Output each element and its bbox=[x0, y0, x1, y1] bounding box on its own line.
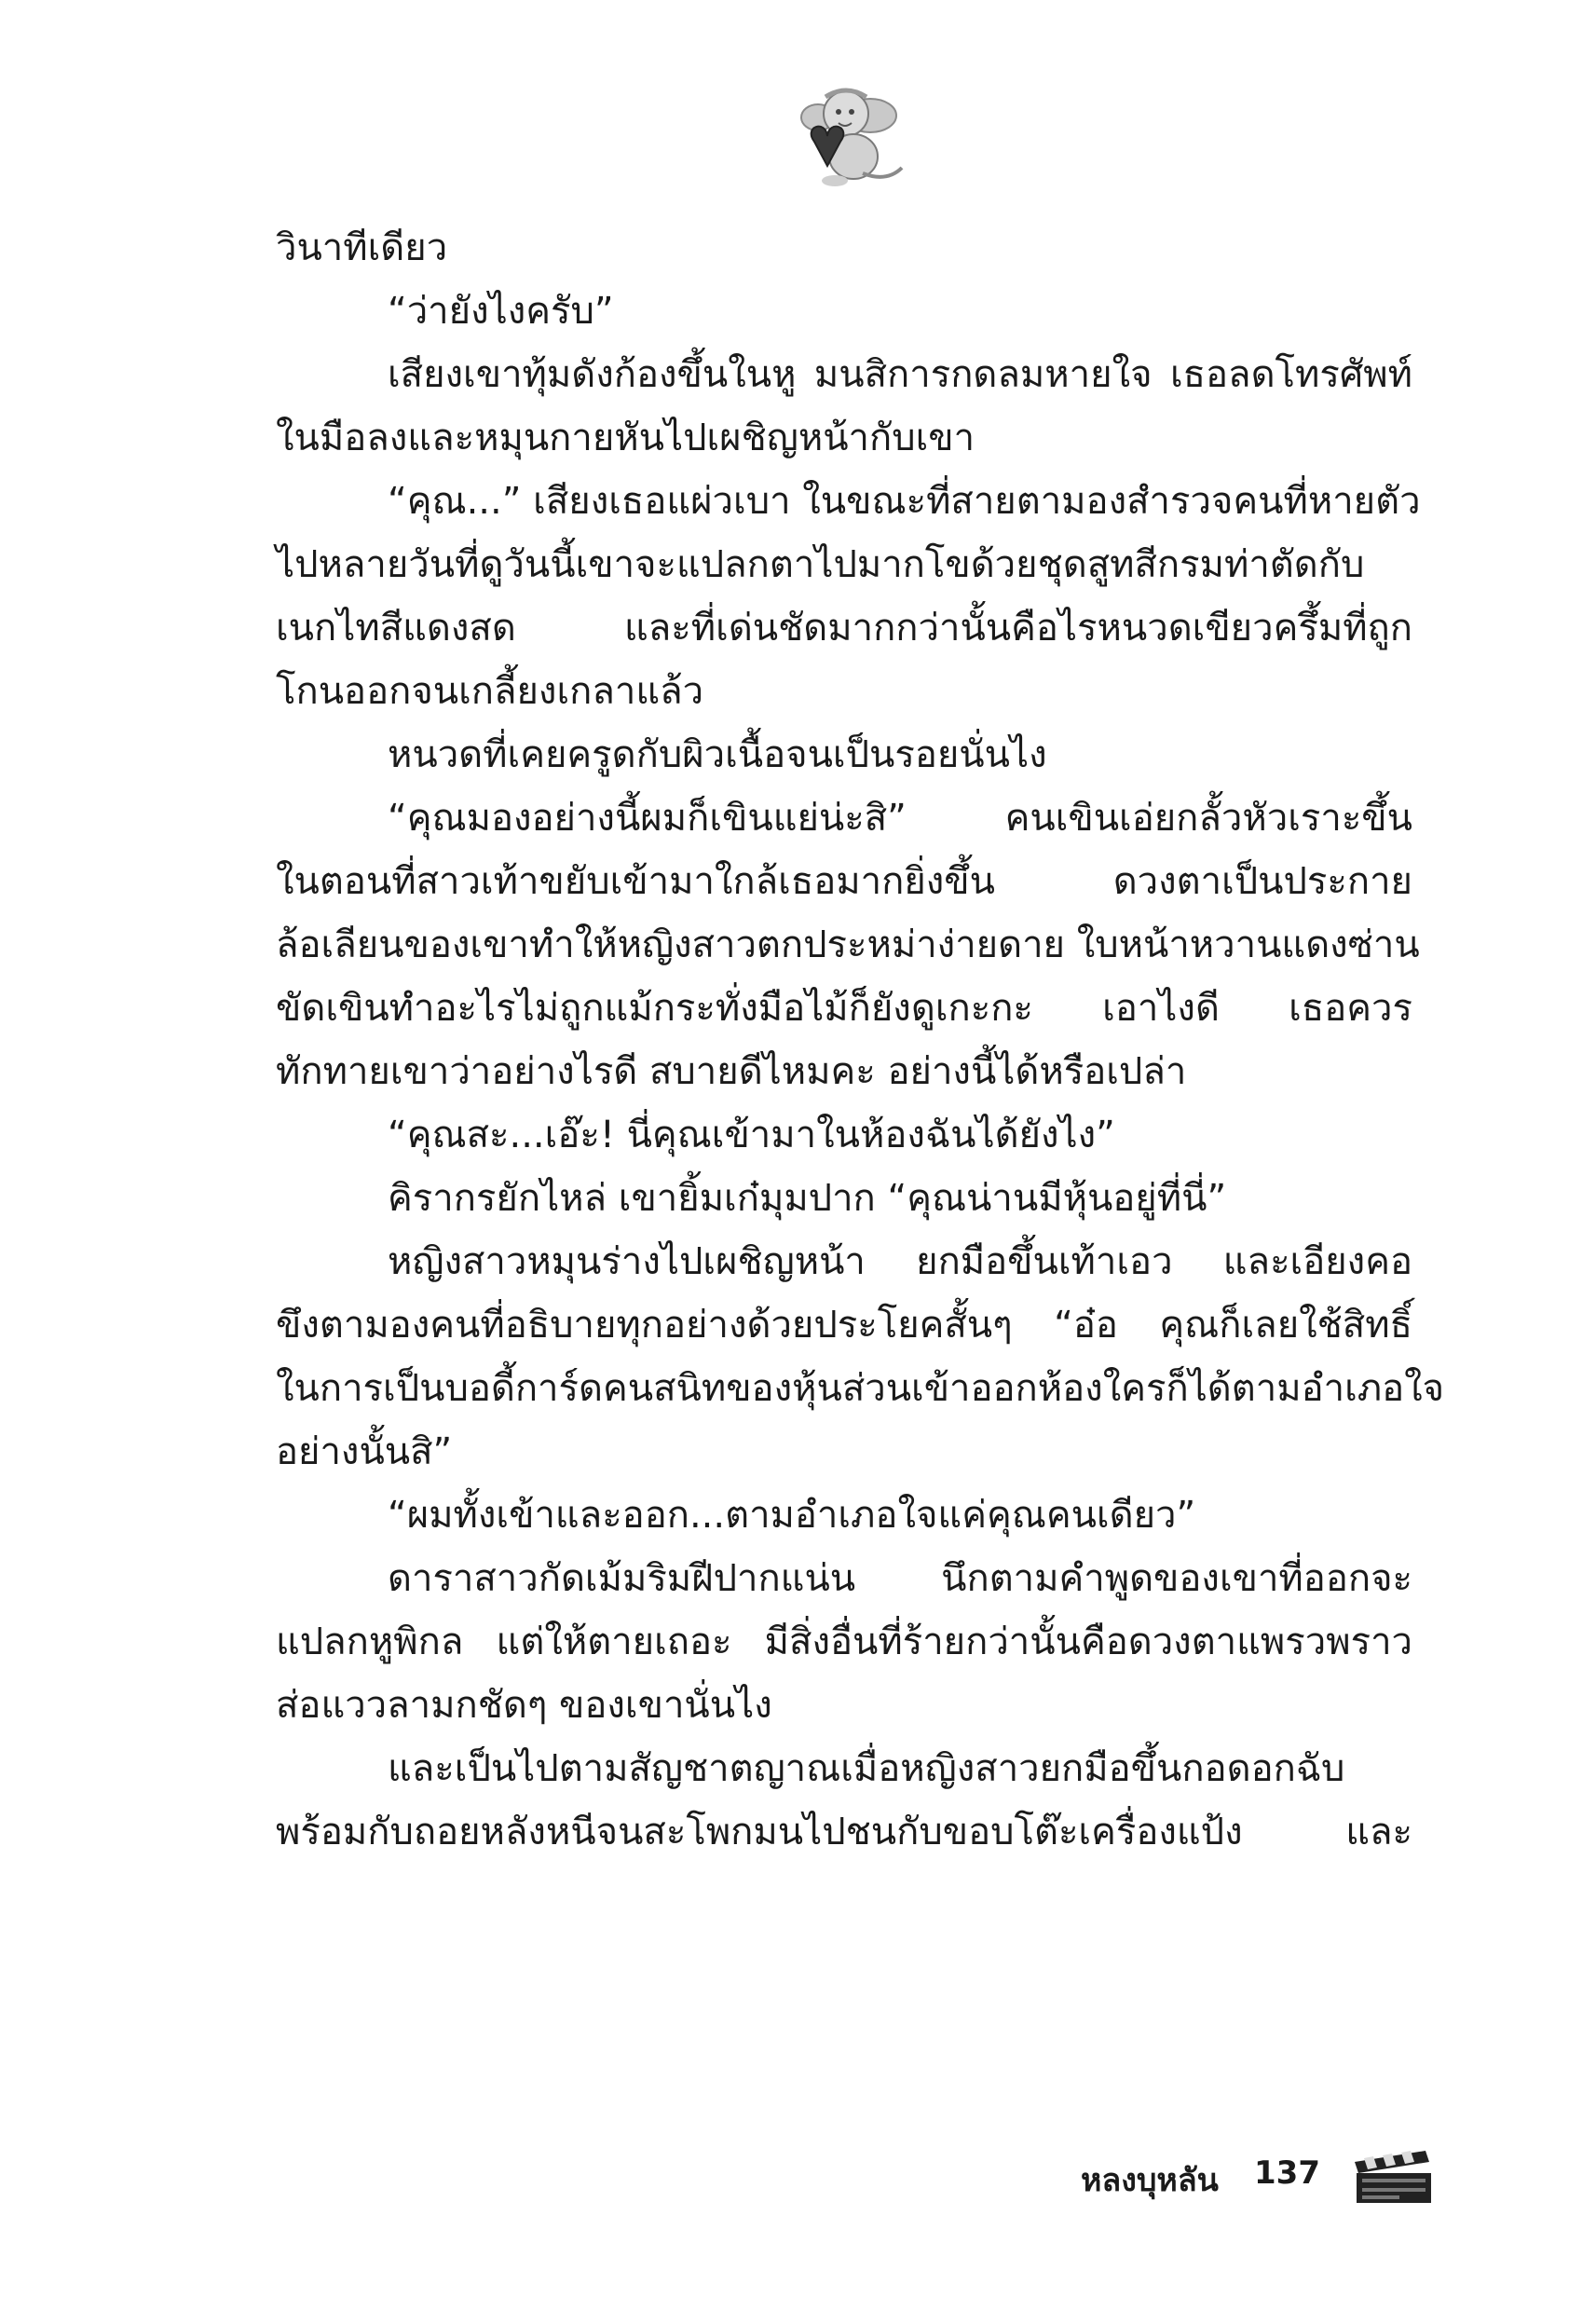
text-line: ในการเป็นบอดี้การ์ดคนสนิทของหุ้นส่วนเข้าออกห้องใครก็ได้ตามอำเภอใจ bbox=[276, 1367, 1445, 1410]
text-line: หญิงสาวหมุนร่างไปเผชิญหน้า ยกมือขึ้นเท้าเอว และเอียงคอ bbox=[388, 1240, 1412, 1283]
text-line: ล้อเลียนของเขาทำให้หญิงสาวตกประหม่าง่ายดาย ใบหน้าหวานแดงซ่าน bbox=[276, 923, 1420, 966]
text-line: อย่างนั้นสิ” bbox=[276, 1430, 453, 1473]
text-line: แปลกหูพิกล แต่ให้ตายเถอะ มีสิ่งอื่นที่ร้ายกว่านั้นคือดวงตาแพรวพราว bbox=[276, 1620, 1412, 1663]
text-line: “ว่ายังไงครับ” bbox=[388, 290, 614, 333]
body-text bbox=[276, 216, 1445, 1864]
text-line: ไปหลายวันที่ดูวันนี้เขาจะแปลกตาไปมากโขด้วยชุดสูทสีกรมท่าตัดกับ bbox=[276, 543, 1365, 586]
page-footer bbox=[1081, 2149, 1444, 2205]
text-line: “ผมทั้งเข้าและออก...ตามอำเภอใจแค่คุณคนเดียว” bbox=[388, 1494, 1196, 1537]
text-line: หนวดที่เคยครูดกับผิวเนื้อจนเป็นรอยนั่นไง bbox=[388, 733, 1047, 776]
film-clapperboard-icon bbox=[1351, 2149, 1435, 2205]
cupid-with-heart-icon bbox=[798, 80, 909, 190]
text-line: ขัดเขินทำอะไรไม่ถูกแม้กระทั่งมือไม้ก็ยังดูเกะกะ เอาไงดี เธอควร bbox=[276, 987, 1412, 1030]
book-title: หลงบุหลัน bbox=[1081, 2162, 1219, 2199]
text-line: ขึงตามองคนที่อธิบายทุกอย่างด้วยประโยคสั้นๆ “อ๋อ คุณก็เลยใช้สิทธิ์ bbox=[276, 1304, 1412, 1347]
text-line: “คุณมองอย่างนี้ผมก็เขินแย่น่ะสิ” คนเขินเอ่ยกลั้วหัวเราะขึ้น bbox=[388, 797, 1412, 840]
text-line: ส่อแววลามกชัดๆ ของเขานั่นไง bbox=[276, 1684, 772, 1727]
text-line: คิรากรยักไหล่ เขายิ้มเก๋มุมปาก “คุณน่านมีหุ้นอยู่ที่นี่” bbox=[388, 1177, 1227, 1220]
page-number: 137 bbox=[1254, 2154, 1320, 2192]
text-line: วินาทีเดียว bbox=[276, 226, 448, 269]
text-line: เสียงเขาทุ้มดังก้องขึ้นในหู มนสิการกดลมหายใจ เธอลดโทรศัพท์ bbox=[388, 353, 1412, 396]
text-line: ดาราสาวกัดเม้มริมฝีปากแน่น นึกตามคำพูดของเขาที่ออกจะ bbox=[388, 1557, 1412, 1600]
text-line: ทักทายเขาว่าอย่างไรดี สบายดีไหมคะ อย่างนี้ได้หรือเปล่า bbox=[276, 1050, 1187, 1093]
text-line: ในมือลงและหมุนกายหันไปเผชิญหน้ากับเขา bbox=[276, 417, 975, 459]
text-line: เนกไทสีแดงสด และที่เด่นชัดมากกว่านั้นคือไรหนวดเขียวครึ้มที่ถูก bbox=[276, 607, 1412, 650]
text-line: และเป็นไปตามสัญชาตญาณเมื่อหญิงสาวยกมือขึ้นกอดอกฉับ bbox=[388, 1747, 1345, 1790]
text-line: ในตอนที่สาวเท้าขยับเข้ามาใกล้เธอมากยิ่งขึ้น ดวงตาเป็นประกาย bbox=[276, 860, 1412, 903]
text-line: “คุณ...” เสียงเธอแผ่วเบา ในขณะที่สายตามองสำรวจคนที่หายตัว bbox=[388, 480, 1421, 523]
text-line: “คุณสะ...เอ๊ะ! นี่คุณเข้ามาในห้องฉันได้ยังไง” bbox=[388, 1114, 1115, 1156]
text-line: พร้อมกับถอยหลังหนีจนสะโพกมนไปชนกับขอบโต๊ะเครื่องแป้ง และ bbox=[276, 1811, 1412, 1853]
text-line: โกนออกจนเกลี้ยงเกลาแล้ว bbox=[276, 670, 704, 713]
